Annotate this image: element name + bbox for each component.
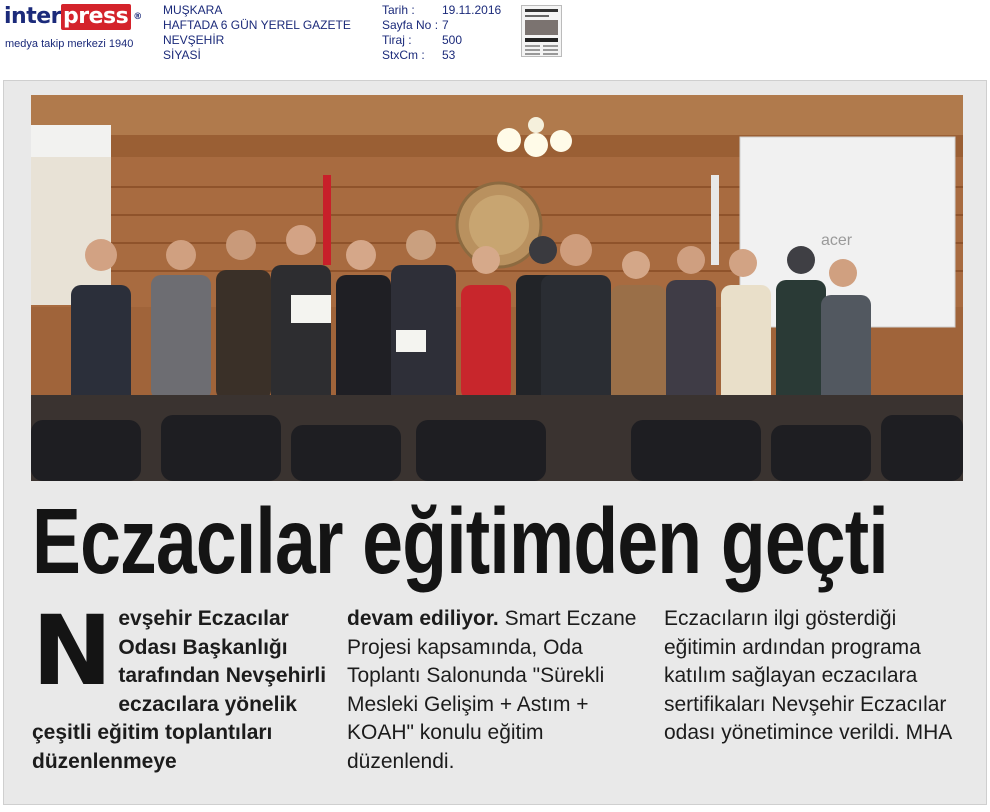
logo-wordmark — [4, 5, 142, 29]
page-thumbnail[interactable] — [521, 5, 562, 57]
body-text: Eczacıların ilgi gösterdiği eğitimin ardından programa katılım sağlayan eczacılara sertifikaları Nevşehir Eczacılar odası yönetimince verildi. MHA — [664, 607, 953, 744]
meta-row-circulation — [382, 33, 501, 48]
group-photo — [31, 95, 963, 481]
publication-name: MUŞKARA — [163, 3, 223, 17]
meta-value: 53 — [442, 48, 456, 62]
meta-value: 7 — [442, 18, 449, 32]
meta-label: Sayfa No : — [382, 18, 439, 32]
meta-row-date — [382, 3, 501, 18]
interpress-logo — [4, 5, 154, 50]
group-photo-illustration — [31, 95, 963, 481]
newspaper-clipping — [3, 80, 987, 805]
meta-label: StxCm : — [382, 48, 425, 62]
lead-text: evşehir Eczacılar Odası Başkanlığı tarafından Nevşehirli eczacılara yönelik çeşitli eğitim toplantıları düzenlenmeye — [32, 607, 327, 773]
drop-cap: N — [32, 595, 113, 707]
meta-row-page — [382, 18, 501, 33]
monitoring-header — [0, 0, 990, 80]
publication-category: SİYASİ — [163, 48, 201, 62]
body-text: Smart Eczane Projesi kapsamında, Oda Toplantı Salonunda "Sürekli Mesleki Gelişim + Astım + KOAH" konulu eğitim düzenlendi. — [347, 607, 637, 773]
article-column-3 — [664, 605, 969, 748]
clipping-meta — [382, 3, 501, 63]
article-column-1 — [32, 595, 342, 776]
meta-label: Tarih : — [382, 3, 415, 17]
publication-info — [163, 3, 351, 63]
meta-label: Tiraj : — [382, 33, 412, 47]
meta-row-stxcm — [382, 48, 501, 63]
publication-frequency: HAFTADA 6 GÜN YEREL GAZETE — [163, 18, 351, 32]
logo-word-inter: inter — [4, 4, 61, 29]
publication-city: NEVŞEHİR — [163, 33, 225, 47]
article-column-2 — [347, 605, 647, 776]
logo-word-press: press — [61, 4, 131, 30]
article-headline: Eczacılar eğitimden geçti — [32, 489, 888, 593]
projector-brand-text: acer — [821, 232, 853, 249]
meta-value: 19.11.2016 — [442, 3, 502, 17]
registered-mark: ® — [133, 12, 142, 22]
bold-continuation: devam ediliyor. — [347, 607, 499, 630]
meta-value: 500 — [442, 33, 463, 47]
logo-tagline: medya takip merkezi 1940 — [5, 38, 134, 50]
